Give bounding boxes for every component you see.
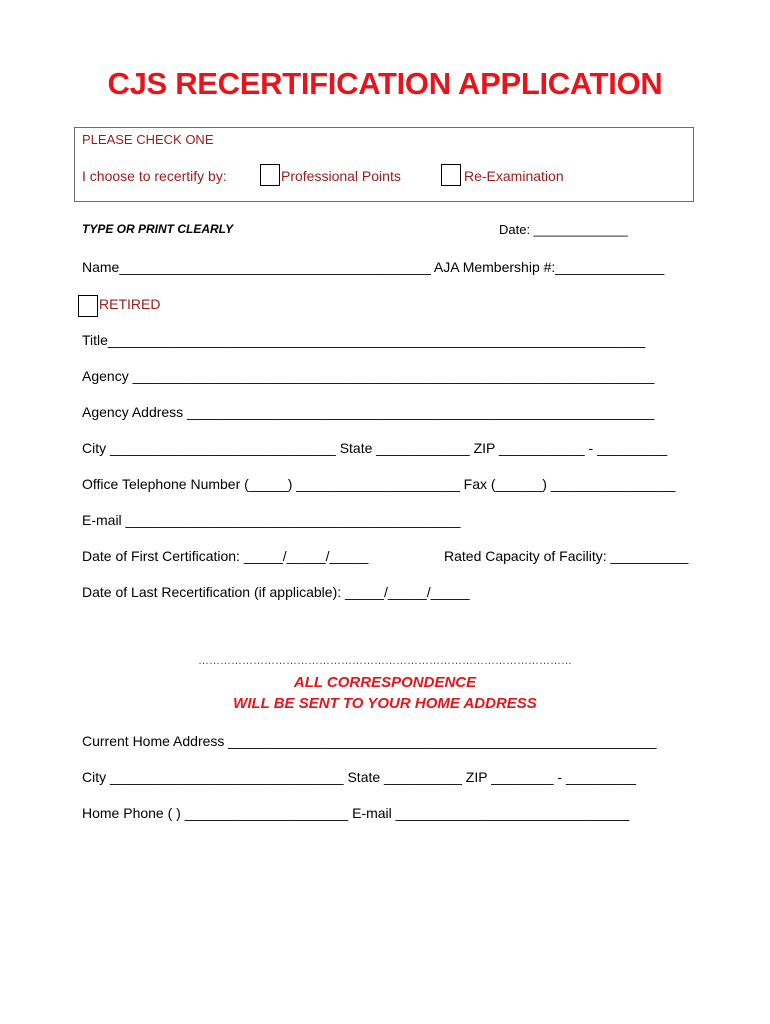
name-membership-field[interactable]: Name________________________________________ AJA Membership #:______________ (82, 259, 665, 275)
professional-points-checkbox[interactable] (260, 164, 280, 186)
agency-address-field[interactable]: Agency Address ____________________________________________________________ (82, 404, 655, 420)
date-field[interactable]: Date: _____________ (499, 222, 628, 237)
retired-checkbox[interactable] (78, 295, 98, 317)
city-state-zip-field[interactable]: City _____________________________ State ____________ ZIP ___________ - _________ (82, 440, 668, 456)
last-recertification-date-field[interactable]: Date of Last Recertification (if applicable): _____/_____/_____ (82, 584, 470, 600)
notice-line-2: WILL BE SENT TO YOUR HOME ADDRESS (233, 695, 537, 712)
email-field[interactable]: E-mail ___________________________________________ (82, 512, 461, 528)
notice-line-1: ALL CORRESPONDENCE (293, 674, 477, 691)
home-phone-email-field[interactable]: Home Phone ( ) _____________________ E-mail ______________________________ (82, 805, 630, 821)
instruction-text: TYPE OR PRINT CLEARLY (82, 222, 234, 236)
retired-label: RETIRED (99, 296, 161, 312)
reexamination-label: Re-Examination (464, 168, 564, 184)
recertify-method-panel (74, 127, 694, 202)
recertify-label: I choose to recertify by: (82, 168, 227, 184)
reexamination-checkbox[interactable] (441, 164, 461, 186)
office-phone-fax-field[interactable]: Office Telephone Number (_____) _____________________ Fax (______) ________________ (82, 476, 676, 492)
professional-points-label: Professional Points (281, 168, 401, 184)
home-address-field[interactable]: Current Home Address _______________________________________________________ (82, 733, 657, 749)
rated-capacity-field[interactable]: Rated Capacity of Facility: __________ (444, 548, 689, 564)
home-city-state-zip-field[interactable]: City ______________________________ State __________ ZIP ________ - _________ (82, 769, 637, 785)
check-one-label: PLEASE CHECK ONE (82, 132, 214, 147)
form-title: CJS RECERTIFICATION APPLICATION (107, 66, 663, 101)
agency-field[interactable]: Agency ___________________________________________________________________ (82, 368, 655, 384)
title-field[interactable]: Title_____________________________________________________________________ (82, 332, 646, 348)
first-certification-date-field[interactable]: Date of First Certification: _____/_____/_____ (82, 548, 369, 564)
dotted-separator: ………………………………………………………………………………………… (198, 655, 572, 667)
